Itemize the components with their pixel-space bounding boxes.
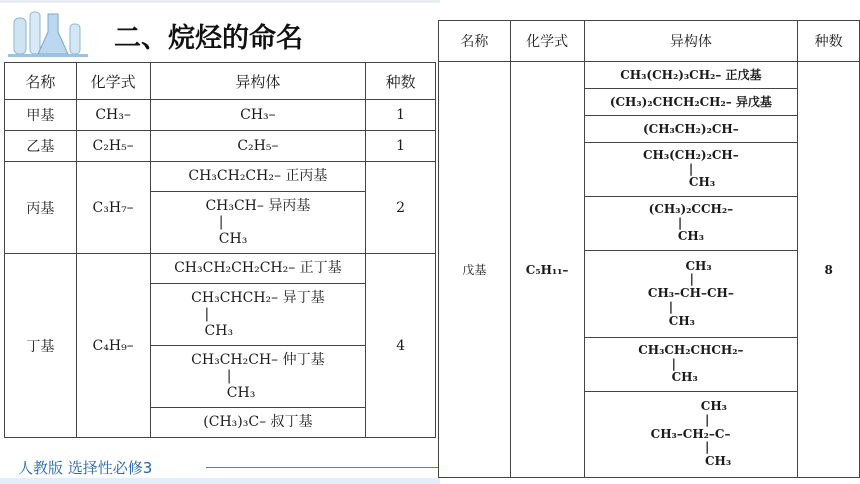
isomer-cell bbox=[150, 162, 366, 192]
isomer-cell bbox=[584, 143, 798, 197]
isomer-cell bbox=[584, 89, 798, 116]
footer-divider bbox=[206, 467, 438, 468]
header-formula: 化学式 bbox=[510, 21, 584, 62]
table-row bbox=[5, 254, 436, 284]
isomer-cell bbox=[584, 197, 798, 251]
row-count: 4 bbox=[366, 254, 436, 438]
isomer-formula: CH₃CH₂CHCH₂– | CH₃ bbox=[638, 342, 744, 385]
row-isomer: CH₃– bbox=[150, 100, 366, 131]
row-count: 1 bbox=[366, 131, 436, 162]
isomer-cell bbox=[584, 392, 798, 478]
isomer-cell bbox=[150, 192, 366, 254]
row-count: 2 bbox=[366, 162, 436, 254]
table-row bbox=[5, 131, 436, 162]
row-formula: CH₃– bbox=[76, 100, 150, 131]
table-row bbox=[439, 62, 860, 89]
isomer-formula: CH₃CH₂CH₂– 正丙基 bbox=[188, 168, 328, 185]
page-title: 二、烷烃的命名 bbox=[114, 23, 303, 54]
header-name: 名称 bbox=[5, 63, 77, 100]
isomer-formula: CH₃CHCH₂– 异丁基 | CH₃ bbox=[191, 290, 325, 339]
lab-glassware-icon bbox=[8, 4, 88, 60]
top-accent-line bbox=[0, 0, 440, 3]
table-row bbox=[5, 162, 436, 192]
isomer-cell bbox=[150, 408, 366, 438]
isomer-cell bbox=[584, 62, 798, 89]
isomer-formula: CH₃CH₂CH₂CH₂– 正丁基 bbox=[174, 260, 342, 277]
isomer-formula: CH₃CH– 异丙基 | CH₃ bbox=[205, 198, 311, 247]
row-name: 丁基 bbox=[5, 254, 77, 438]
isomer-cell bbox=[584, 251, 798, 338]
table-header-row bbox=[5, 63, 436, 100]
row-count: 8 bbox=[798, 62, 860, 478]
isomer-formula: CH₃(CH₂)₃CH₂– 正戊基 bbox=[620, 67, 762, 82]
header-formula: 化学式 bbox=[76, 63, 150, 100]
row-formula: C₂H₅– bbox=[76, 131, 150, 162]
row-name: 乙基 bbox=[5, 131, 77, 162]
isomer-cell bbox=[150, 254, 366, 284]
isomer-cell bbox=[150, 346, 366, 408]
table-header-row bbox=[439, 21, 860, 62]
isomer-formula: (CH₃CH₂)₂CH– bbox=[642, 121, 739, 136]
isomer-formula: CH₃ | CH₃–CH₂–C– | CH₃ bbox=[650, 399, 732, 469]
row-isomer: C₂H₅– bbox=[150, 131, 366, 162]
isomer-cell bbox=[584, 338, 798, 392]
alkyl-groups-table bbox=[4, 62, 436, 438]
row-formula: C₅H₁₁– bbox=[510, 62, 584, 478]
row-name: 甲基 bbox=[5, 100, 77, 131]
row-name: 戊基 bbox=[439, 62, 511, 478]
header-name: 名称 bbox=[439, 21, 511, 62]
pentyl-groups-table bbox=[438, 20, 860, 478]
table-row bbox=[5, 100, 436, 131]
row-name: 丙基 bbox=[5, 162, 77, 254]
header-count: 种数 bbox=[366, 63, 436, 100]
isomer-formula: (CH₃)₃C– 叔丁基 bbox=[203, 414, 313, 431]
header-count: 种数 bbox=[798, 21, 860, 62]
isomer-formula: (CH₃)₂CHCH₂CH₂– 异戊基 bbox=[609, 94, 772, 109]
isomer-formula: CH₃CH₂CH– 仲丁基 | CH₃ bbox=[191, 352, 325, 401]
isomer-cell bbox=[150, 284, 366, 346]
row-count: 1 bbox=[366, 100, 436, 131]
row-formula: C₄H₉– bbox=[76, 254, 150, 438]
isomer-formula: CH₃(CH₂)₂CH– | CH₃ bbox=[642, 147, 739, 190]
row-formula: C₃H₇– bbox=[76, 162, 150, 254]
footer-text: 人教版 选择性必修3 bbox=[18, 459, 153, 477]
isomer-formula: (CH₃)₂CCH₂– | CH₃ bbox=[648, 201, 734, 244]
bottom-bar bbox=[0, 478, 440, 484]
header-isomer: 异构体 bbox=[584, 21, 798, 62]
isomer-formula: CH₃ | CH₃–CH–CH– | CH₃ bbox=[647, 258, 734, 328]
header-isomer: 异构体 bbox=[150, 63, 366, 100]
isomer-cell bbox=[584, 116, 798, 143]
